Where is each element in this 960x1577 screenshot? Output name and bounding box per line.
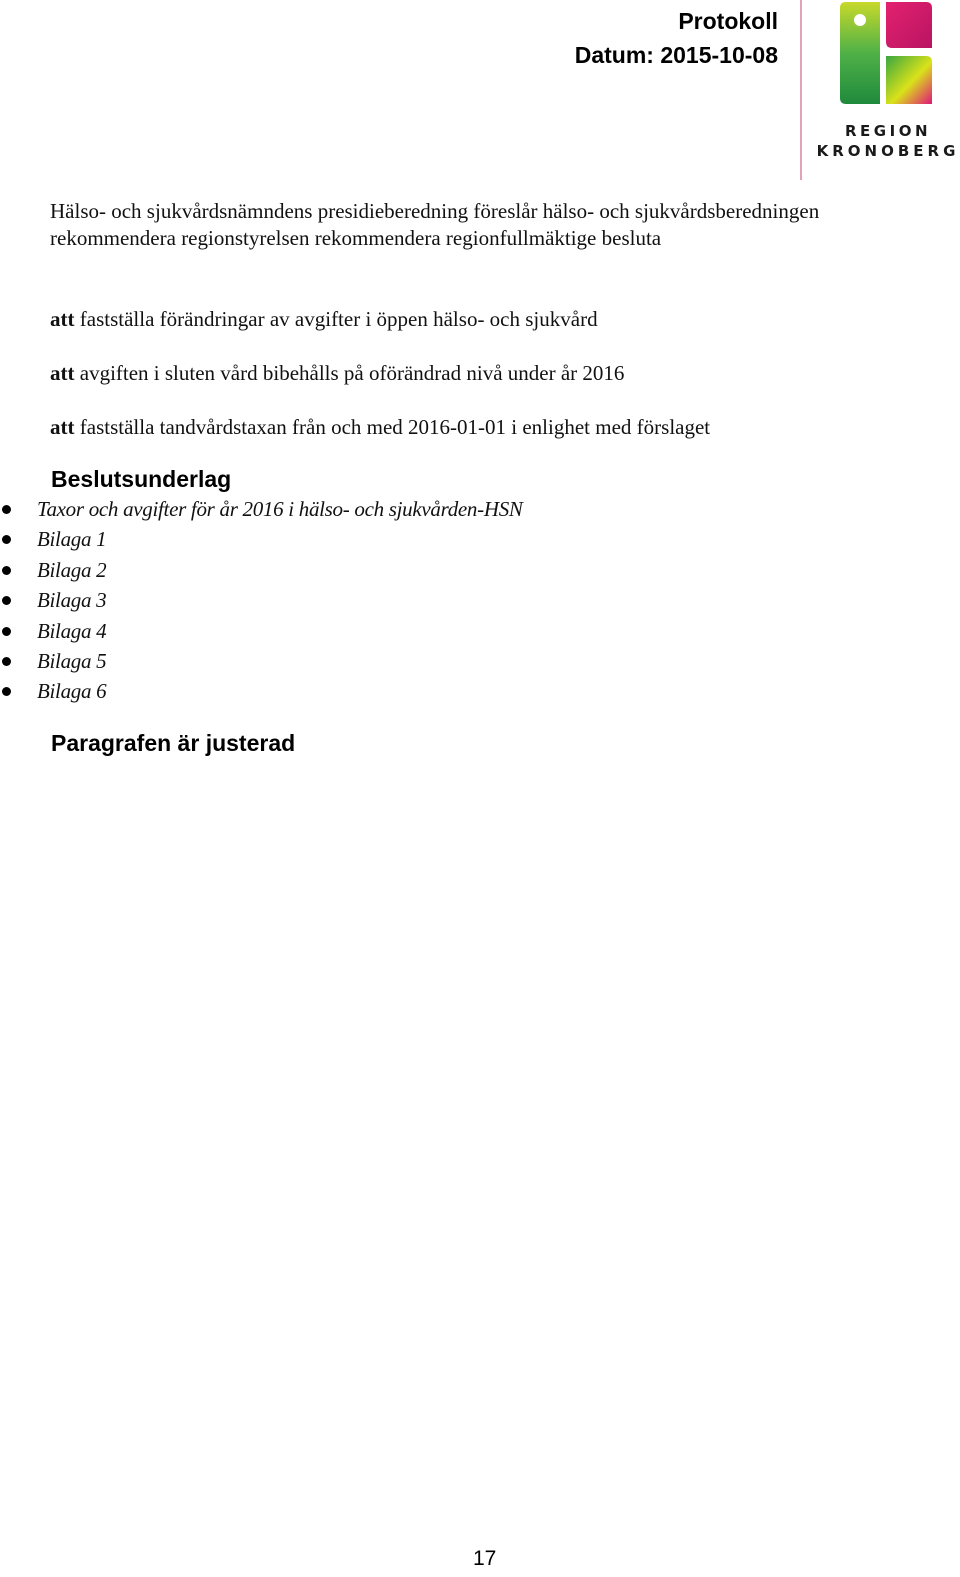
bullet-icon <box>2 566 11 575</box>
list-item <box>0 646 523 676</box>
decision-text: avgiften i sluten vård bibehålls på oförändrad nivå under år 2016 <box>74 361 625 385</box>
list-item <box>0 676 523 706</box>
document-date: Datum: 2015-10-08 <box>574 42 778 68</box>
list-item-text: Bilaga 3 <box>37 588 107 613</box>
decision-keyword: att <box>50 307 75 331</box>
decision-text: fastställa tandvårdstaxan från och med 2016-01-01 i enlighet med förslaget <box>74 415 711 439</box>
list-item-text: Bilaga 1 <box>37 527 107 552</box>
closing-statement: Paragrafen är justerad <box>51 730 296 756</box>
document-type: Protokoll <box>678 8 778 34</box>
list-item-text: Bilaga 4 <box>37 618 107 643</box>
basis-heading: Beslutsunderlag <box>51 466 232 492</box>
list-item <box>0 616 523 646</box>
list-item <box>0 524 523 554</box>
list-item-text: Bilaga 5 <box>37 648 107 673</box>
list-item-text: Taxor och avgifter för år 2016 i hälso- och sjukvården-HSN <box>37 497 523 521</box>
intro-paragraph: Hälso- och sjukvårdsnämndens presidieberedning föreslår hälso- och sjukvårdsberedningen rekommendera regionstyrelsen rekommendera regionfullmäktige besluta <box>50 199 820 250</box>
list-item-text: Bilaga 2 <box>37 557 107 582</box>
bullet-icon <box>2 627 11 636</box>
list-item <box>0 555 523 585</box>
logo-text-kronoberg: KRONOBERG <box>816 142 960 160</box>
decision-2 <box>50 360 624 387</box>
bullet-icon <box>2 657 11 666</box>
page-number: 17 <box>473 1547 497 1570</box>
basis-list <box>0 494 523 707</box>
decision-text: fastställa förändringar av avgifter i öppen hälso- och sjukvård <box>74 307 598 331</box>
list-item <box>0 494 523 524</box>
decision-1 <box>50 306 598 333</box>
list-item-text: Bilaga 6 <box>37 679 107 704</box>
bullet-icon <box>2 505 11 514</box>
decision-keyword: att <box>50 361 75 385</box>
logo-text-region: REGION <box>845 122 931 140</box>
decision-3 <box>50 414 710 441</box>
bullet-icon <box>2 687 11 696</box>
list-item <box>0 585 523 615</box>
header-divider <box>800 0 802 180</box>
bullet-icon <box>2 596 11 605</box>
decision-keyword: att <box>50 415 75 439</box>
region-kronoberg-logo-icon <box>836 0 936 108</box>
bullet-icon <box>2 535 11 544</box>
